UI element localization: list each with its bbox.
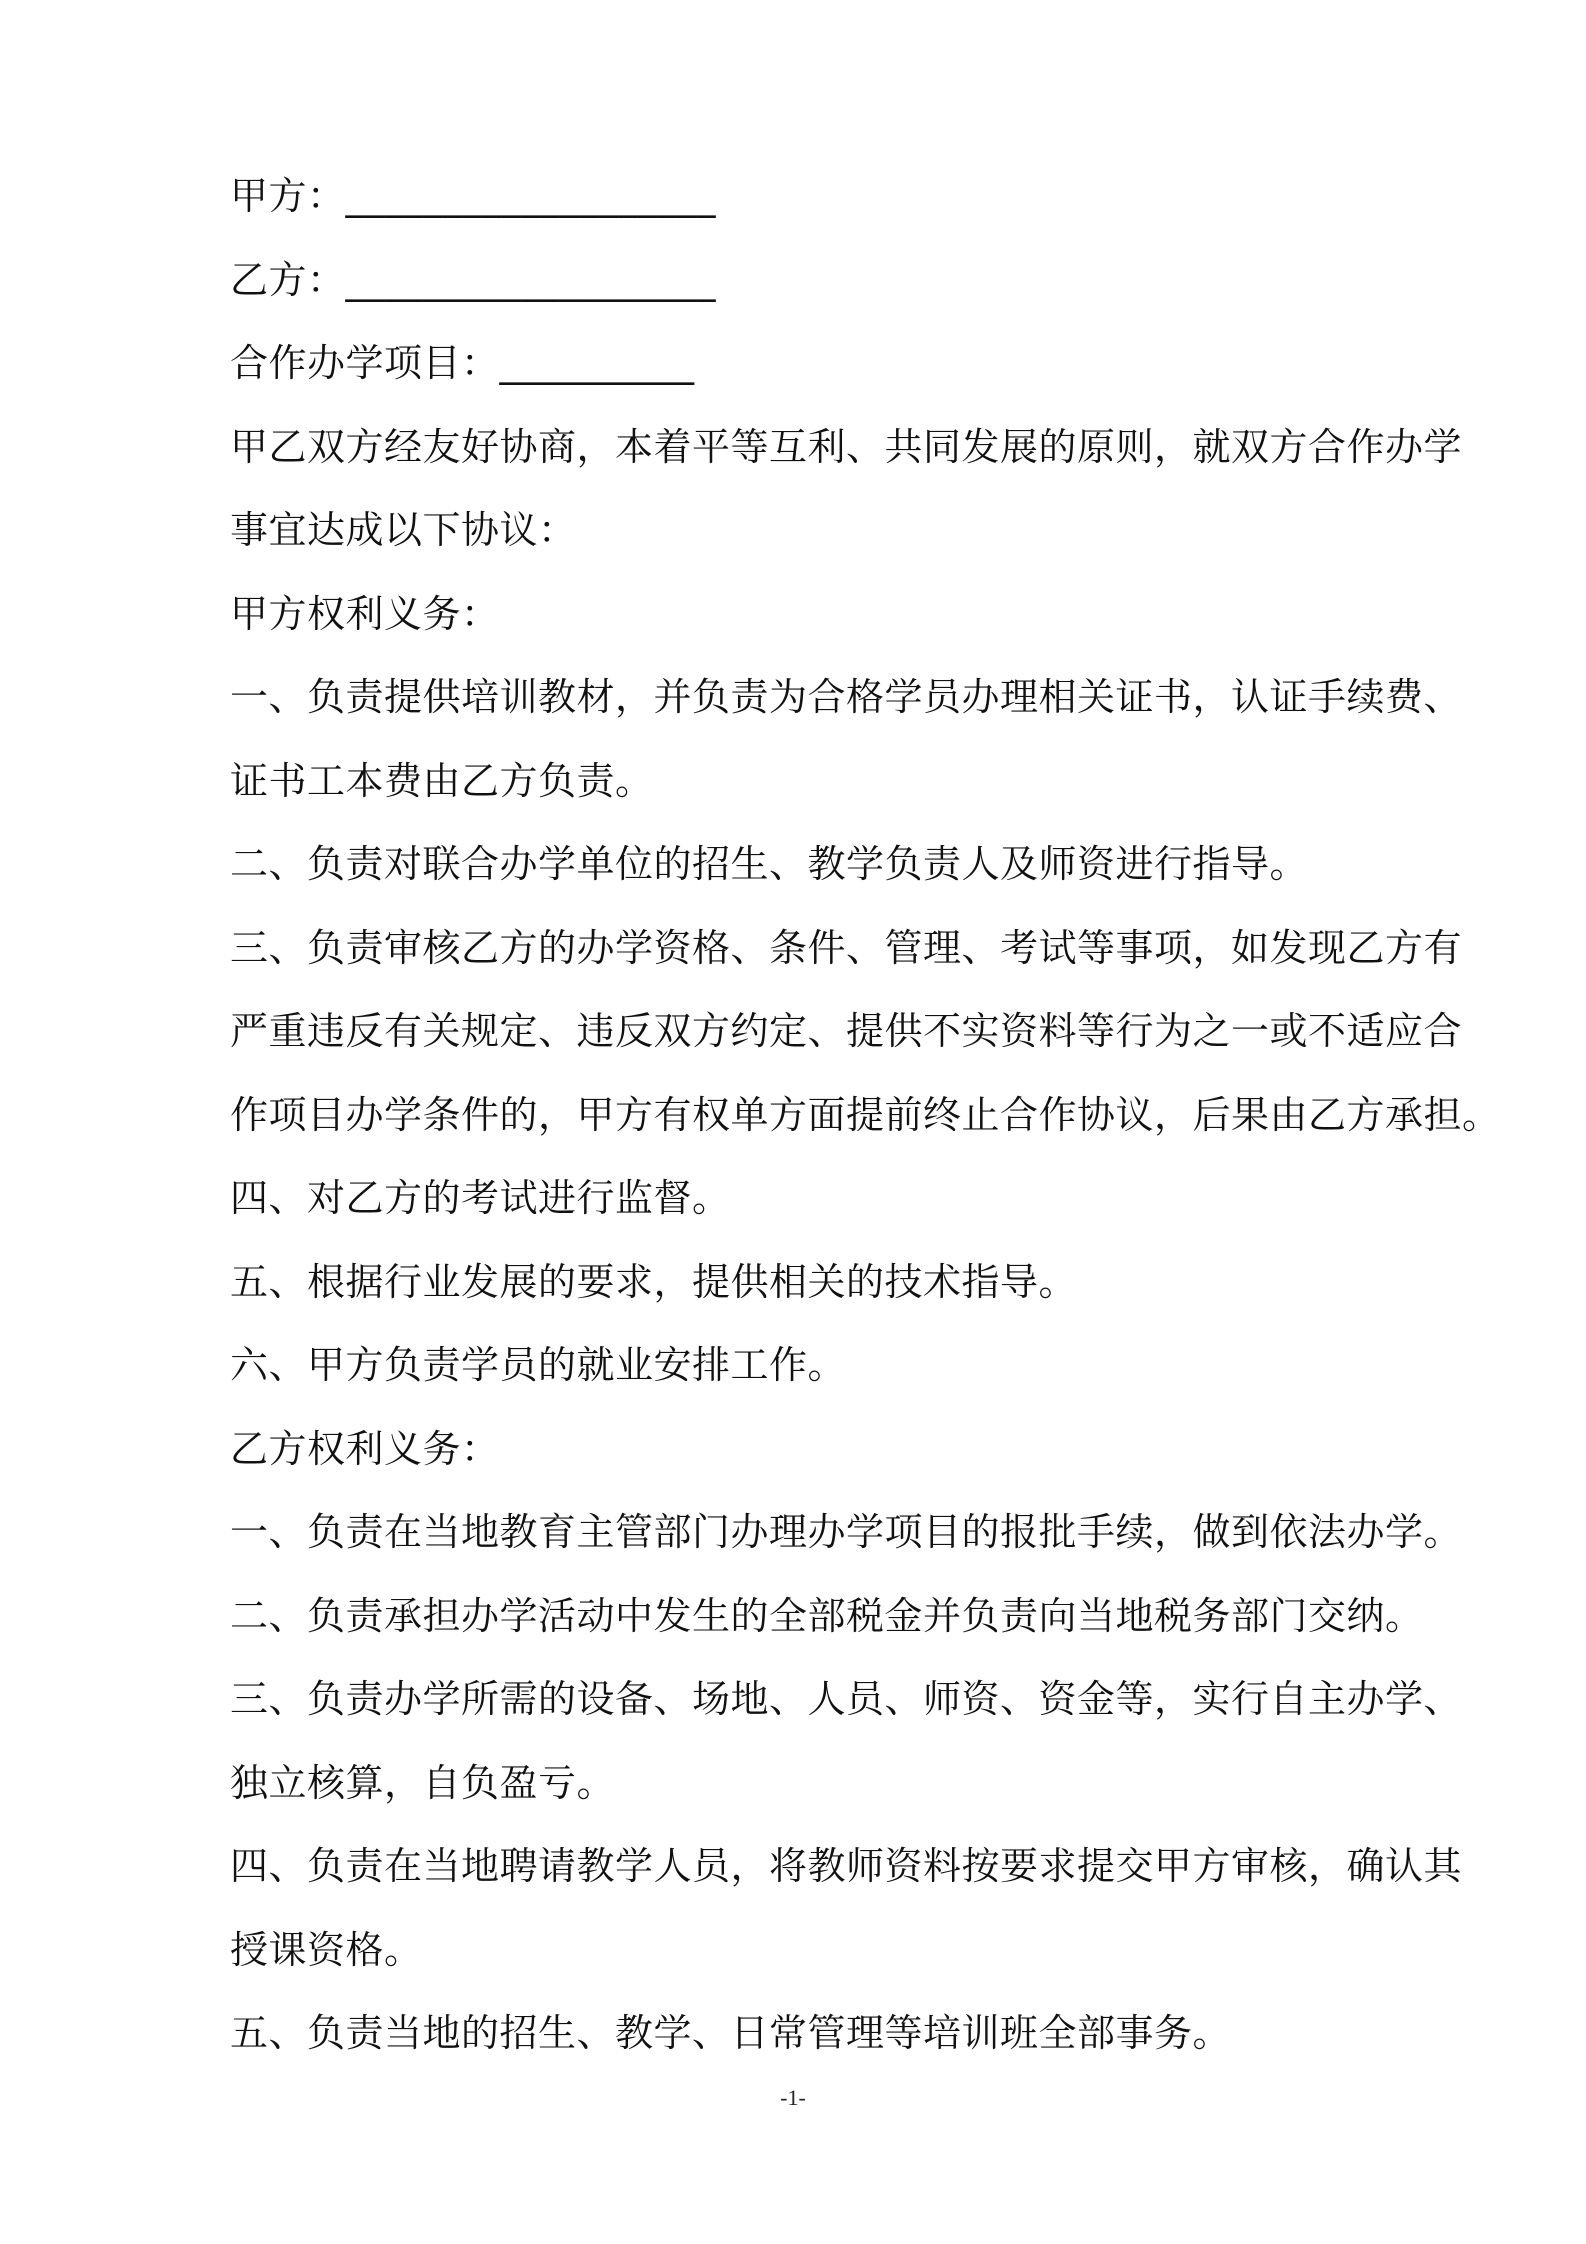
preamble-line-1: 甲乙双方经友好协商，本着平等互利、共同发展的原则，就双方合作办学 bbox=[230, 424, 1463, 469]
party-a-line: 甲方：___________________ bbox=[230, 174, 717, 218]
party-b-clause-4-line-1: 四、负责在当地聘请教学人员，将教师资料按要求提交甲方审核，确认其 bbox=[230, 1844, 1463, 1888]
party-a-clause-2: 二、负责对联合办学单位的招生、教学负责人及师资进行指导。 bbox=[230, 842, 1309, 886]
party-b-line: 乙方：___________________ bbox=[230, 257, 717, 302]
party-a-clause-5: 五、根据行业发展的要求，提供相关的技术指导。 bbox=[230, 1259, 1078, 1304]
party-a-clause-1-line-1: 一、负责提供培训教材，并负责为合格学员办理相关证书，认证手续费、 bbox=[230, 675, 1463, 719]
party-a-clause-3-line-2: 严重违反有关规定、违反双方约定、提供不实资料等行为之一或不适应合 bbox=[230, 1009, 1463, 1053]
party-a-clause-6: 六、甲方负责学员的就业安排工作。 bbox=[230, 1343, 847, 1387]
page-number: -1- bbox=[780, 2085, 806, 2110]
agreement-body bbox=[230, 155, 1501, 2076]
party-a-clause-4: 四、对乙方的考试进行监督。 bbox=[230, 1176, 731, 1220]
section-heading-party-b: 乙方权利义务： bbox=[230, 1426, 500, 1471]
party-a-clause-3-line-3: 作项目办学条件的，甲方有权单方面提前终止合作协议，后果由乙方承担。 bbox=[230, 1092, 1501, 1137]
party-a-clause-3-line-1: 三、负责审核乙方的办学资格、条件、管理、考试等事项，如发现乙方有 bbox=[230, 925, 1463, 970]
preamble-line-2: 事宜达成以下协议： bbox=[230, 508, 577, 552]
party-a-clause-1-line-2: 证书工本费由乙方负责。 bbox=[230, 758, 654, 803]
section-heading-party-a: 甲方权利义务： bbox=[230, 591, 500, 636]
party-b-clause-5: 五、负责当地的招生、教学、日常管理等培训班全部事务。 bbox=[230, 2011, 1232, 2055]
party-b-clause-1: 一、负责在当地教育主管部门办理办学项目的报批手续，做到依法办学。 bbox=[230, 1510, 1463, 1554]
party-b-clause-3-line-1: 三、负责办学所需的设备、场地、人员、师资、资金等，实行自主办学、 bbox=[230, 1677, 1463, 1721]
project-line: 合作办学项目：__________ bbox=[230, 341, 695, 385]
party-b-clause-3-line-2: 独立核算，自负盈亏。 bbox=[230, 1760, 616, 1805]
party-b-clause-2: 二、负责承担办学活动中发生的全部税金并负责向当地税务部门交纳。 bbox=[230, 1593, 1424, 1638]
party-b-clause-4-line-2: 授课资格。 bbox=[230, 1927, 423, 1972]
